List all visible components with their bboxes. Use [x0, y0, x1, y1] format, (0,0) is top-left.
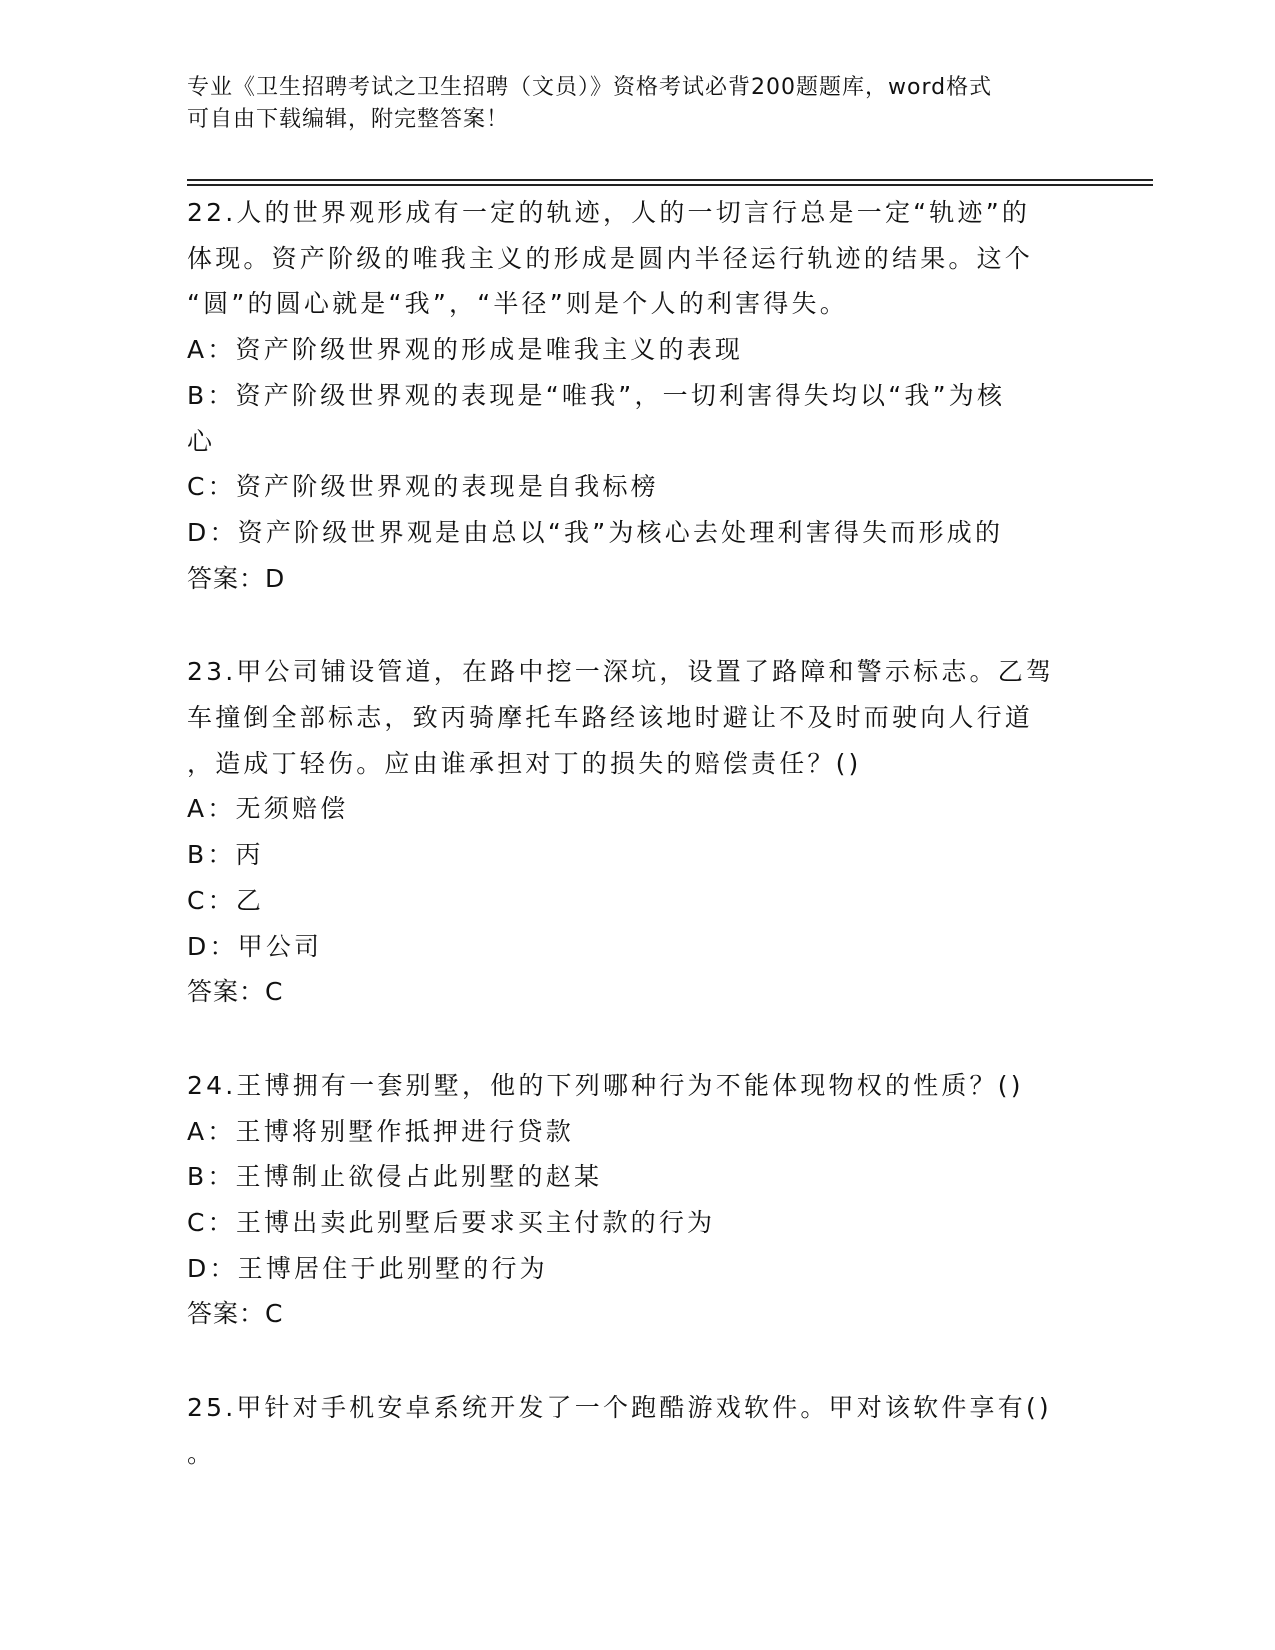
stem-line: 22.人的世界观形成有一定的轨迹，人的一切言行总是一定“轨迹”的 — [187, 198, 1031, 227]
stem-line: 体现。资产阶级的唯我主义的形成是圆内半径运行轨迹的结果。这个 — [187, 243, 1034, 273]
option-c: C：资产阶级世界观的表现是自我标榜 — [187, 472, 659, 502]
stem-line: 23.甲公司铺设管道，在路中挖一深坑，设置了路障和警示标志。乙驾 — [187, 657, 1055, 687]
answer: 答案：D — [187, 563, 286, 593]
question-stem — [187, 649, 1087, 786]
question-23 — [187, 649, 1087, 1015]
stem-line: 车撞倒全部标志，致丙骑摩托车路经该地时避让不及时而驶向人行道 — [187, 703, 1034, 733]
header-divider — [187, 179, 1153, 181]
option-c: C：王博出卖此别墅后要求买主付款的行为 — [187, 1208, 716, 1238]
option-d: D：甲公司 — [187, 931, 323, 961]
stem-line: “圆”的圆心就是“我”，“半径”则是个人的利害得失。 — [187, 289, 848, 319]
question-stem — [187, 1063, 1087, 1109]
header-line: 可自由下载编辑，附完整答案！ — [187, 107, 510, 132]
question-25 — [187, 1385, 1087, 1476]
stem-line: 25.甲针对手机安卓系统开发了一个跑酷游戏软件。甲对该软件享有() — [187, 1393, 1052, 1423]
question-list — [187, 190, 1087, 1525]
header-divider — [187, 184, 1153, 186]
question-stem — [187, 1385, 1087, 1476]
answer: 答案：C — [187, 1299, 284, 1329]
option-b: B：资产阶级世界观的表现是“唯我”，一切利害得失均以“我”为核 — [187, 380, 1006, 410]
option-d: D：资产阶级世界观是由总以“我”为核心去处理利害得失而形成的 — [187, 517, 1004, 547]
question-stem — [187, 190, 1087, 327]
question-22 — [187, 190, 1087, 601]
question-24 — [187, 1063, 1087, 1337]
option-b: B：丙 — [187, 840, 264, 870]
answer: 答案：C — [187, 977, 284, 1007]
document-header — [187, 72, 1087, 136]
stem-line: 。 — [187, 1438, 216, 1468]
option-a: A：无须赔偿 — [187, 794, 349, 824]
option-b-continued: 心 — [187, 426, 216, 456]
option-d: D：王博居住于此别墅的行为 — [187, 1253, 548, 1283]
header-line: 专业《卫生招聘考试之卫生招聘（文员）》资格考试必背200题题库，word格式 — [187, 75, 993, 100]
option-a: A：王博将别墅作抵押进行贷款 — [187, 1116, 574, 1146]
stem-line: ，造成丁轻伤。应由谁承担对丁的损失的赔偿责任？() — [187, 748, 862, 778]
option-b: B：王博制止欲侵占此别墅的赵某 — [187, 1162, 603, 1192]
option-a: A：资产阶级世界观的形成是唯我主义的表现 — [187, 335, 744, 365]
option-c: C：乙 — [187, 885, 265, 915]
stem-line: 24.王博拥有一套别墅，他的下列哪种行为不能体现物权的性质？() — [187, 1070, 1024, 1100]
